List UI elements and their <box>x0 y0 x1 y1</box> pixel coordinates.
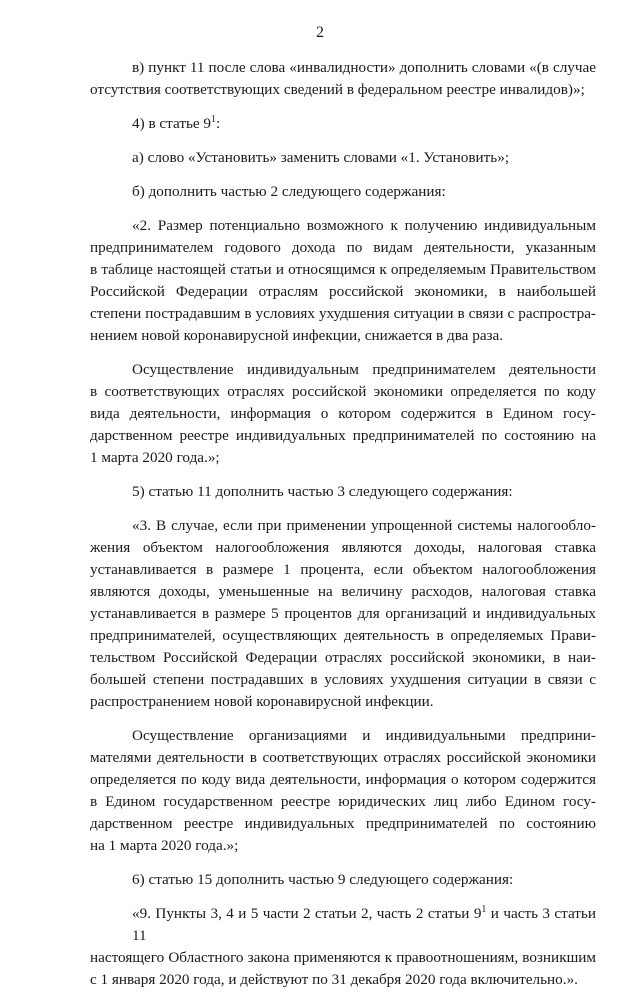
text-line: нением новой коронавирусной инфекции, снижается в два раза. <box>90 327 504 344</box>
text-line: «3. В случае, если при применении упрощенной системы налогообло- <box>132 517 596 534</box>
paragraph-item-5: 5) статью 11 дополнить частью 3 следующего содержания: <box>132 483 513 500</box>
text-line: в соответствующих отраслях российской экономики определяется по коду <box>90 383 596 400</box>
superscript: 1 <box>211 114 217 125</box>
superscript: 1 <box>481 904 487 915</box>
text-line: вида деятельности, информация о котором содержится в Едином госу- <box>90 405 596 422</box>
text-run: «9. Пункты 3, 4 и 5 части 2 статьи 2, часть 2 статьи 9 <box>132 905 482 922</box>
text-line: отсутствия соответствующих сведений в федеральном реестре инвалидов)»; <box>90 81 585 98</box>
text-line: дарственном реестре индивидуальных предпринимателей по состоянию <box>90 815 596 832</box>
text-line: с 1 января 2020 года, и действуют по 31 декабря 2020 года включительно.». <box>90 971 578 988</box>
text-line: Российской Федерации отраслям российской экономики, в наибольшей <box>90 283 596 300</box>
paragraph-item-a: а) слово «Установить» заменить словами «1. Установить»; <box>132 149 510 166</box>
text-run: : <box>216 115 221 132</box>
text-line: в) пункт 11 после слова «инвалидности» дополнить словами «(в случае <box>132 59 596 76</box>
text-line: «2. Размер потенциально возможного к получению индивидуальным <box>132 217 596 234</box>
text-line: на 1 марта 2020 года.»; <box>90 837 239 854</box>
text-line: предпринимателем годового дохода по видам деятельности, указанным <box>90 239 596 256</box>
document-body <box>90 57 596 1003</box>
text-line: степени пострадавшим в условиях ухудшения ситуации в связи с распростра- <box>90 305 596 322</box>
paragraph-item-6: 6) статью 15 дополнить частью 9 следующего содержания: <box>132 871 514 888</box>
text-line: тельством Российской Федерации отраслях российской экономики, в наи- <box>90 649 596 666</box>
text-line: распространением новой коронавирусной инфекции. <box>90 693 434 710</box>
paragraph-item-v <box>90 57 596 101</box>
text-line: большей степени пострадавших в условиях ухудшения ситуации в связи с <box>90 671 596 688</box>
paragraph-item-4 <box>90 113 596 135</box>
paragraph-item-b: б) дополнить частью 2 следующего содержания: <box>132 183 446 200</box>
text-line: 1 марта 2020 года.»; <box>90 449 220 466</box>
text-line: устанавливается в размере 5 процентов для организаций и индивидуальных <box>90 605 596 622</box>
text-line: мателями деятельности в соответствующих отраслях российской экономики <box>90 749 596 766</box>
text-line: являются доходы, уменьшенные на величину расходов, налоговая ставка <box>90 583 596 600</box>
text-line: Осуществление организациями и индивидуальными предприни- <box>132 727 596 744</box>
text-line: жения объектом налогообложения являются доходы, налоговая ставка <box>90 539 596 556</box>
paragraph-activity-definition <box>90 359 596 469</box>
text-line: в Едином государственном реестре юридических лиц либо Едином госу- <box>90 793 596 810</box>
text-line: настоящего Областного закона применяются к правоотношениям, возникшим <box>90 949 596 966</box>
page-number: 2 <box>316 24 324 41</box>
text-line <box>90 903 596 947</box>
paragraph-quote-part-3 <box>90 515 596 713</box>
text-line: определяется по коду вида деятельности, информация о котором содержится <box>90 771 596 788</box>
text-line: в таблице настоящей статьи и относящимся к определяемым Правительством <box>90 261 596 278</box>
text-line: дарственном реестре индивидуальных предпринимателей по состоянию на <box>90 427 596 444</box>
text-line: предпринимателей, осуществляющих деятельность в определяемых Прави- <box>90 627 596 644</box>
paragraph-quote-part-2 <box>90 215 596 347</box>
text-line: Осуществление индивидуальным предпринимателем деятельности <box>132 361 596 378</box>
text-run: 4) в статье 9 <box>132 115 212 132</box>
paragraph-organizations-activity <box>90 725 596 857</box>
text-line: устанавливается в размере 1 процента, если объектом налогообложения <box>90 561 596 578</box>
paragraph-quote-part-9 <box>90 903 596 991</box>
text-run: и часть 3 статьи 11 <box>132 905 596 944</box>
